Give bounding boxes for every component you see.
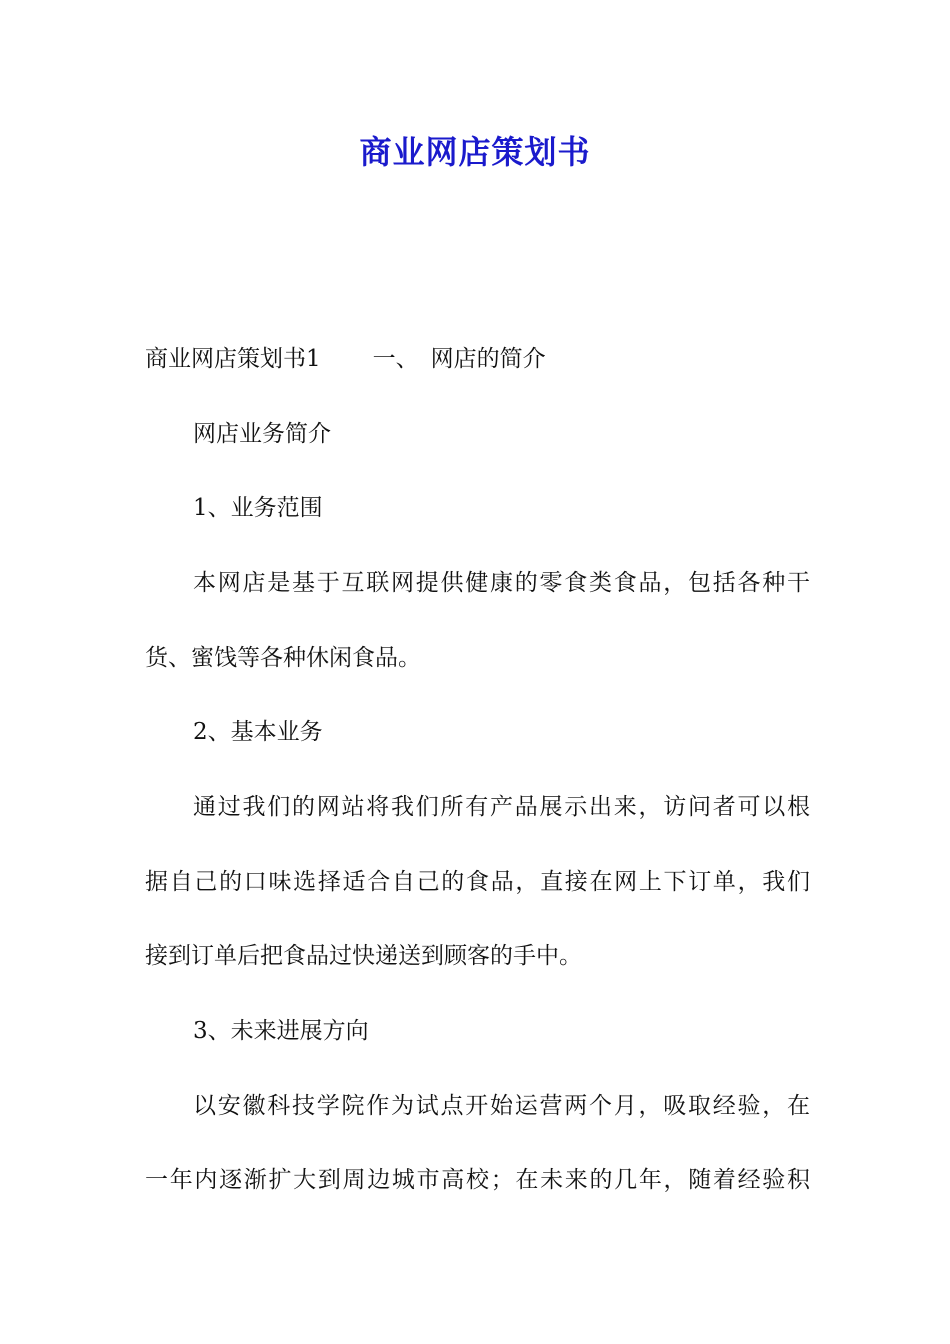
item2-heading: 2、基本业务 bbox=[193, 719, 323, 745]
item1-heading: 1、业务范围 bbox=[193, 495, 323, 521]
section-heading: 网店业务简介 bbox=[193, 421, 331, 447]
para1-line1: 本网店是基于互联网提供健康的零食类食品，包括各种干 bbox=[193, 570, 810, 596]
heading-section-number: 一、 bbox=[372, 346, 419, 372]
document-title: 商业网店策划书 bbox=[359, 133, 591, 171]
para3-line1: 以安徽科技学院作为试点开始运营两个月，吸取经验，在 bbox=[193, 1093, 810, 1119]
para2-line2: 据自己的口味选择适合自己的食品，直接在网上下订单，我们 bbox=[145, 869, 810, 895]
para2-line1: 通过我们的网站将我们所有产品展示出来，访问者可以根 bbox=[193, 794, 810, 820]
para2-line3: 接到订单后把食品过快递送到顾客的手中。 bbox=[145, 943, 582, 969]
para1-line2: 货、蜜饯等各种休闲食品。 bbox=[145, 645, 421, 671]
item3-heading: 3、未来进展方向 bbox=[193, 1018, 369, 1044]
heading-line bbox=[145, 341, 810, 377]
heading-doc-name: 商业网店策划书1 bbox=[145, 346, 321, 372]
para3-line2: 一年内逐渐扩大到周边城市高校；在未来的几年，随着经验积 bbox=[145, 1167, 810, 1193]
heading-section-title: 网店的简介 bbox=[430, 346, 546, 372]
